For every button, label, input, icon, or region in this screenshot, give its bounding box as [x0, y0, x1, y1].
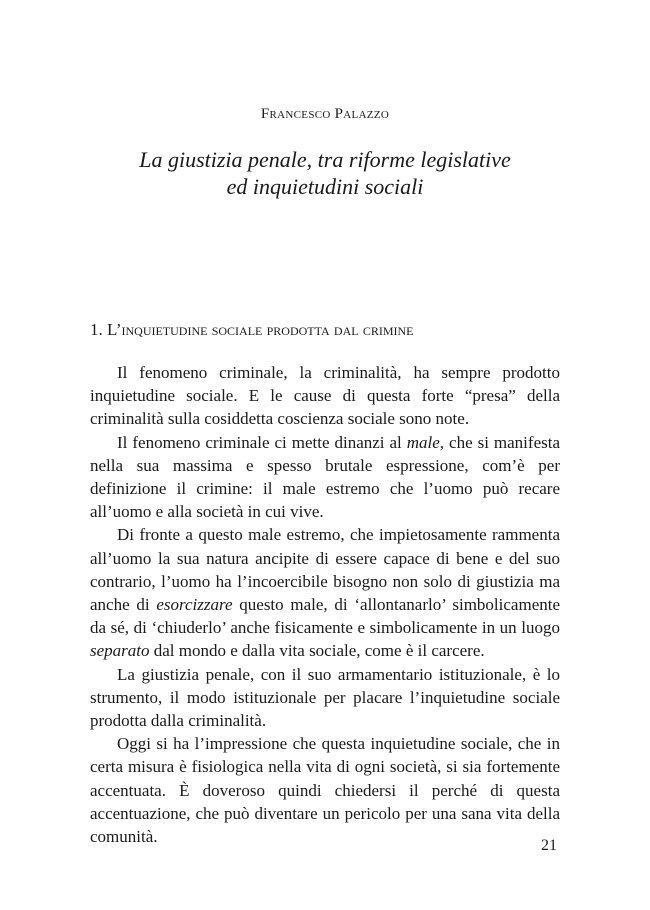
paragraph: La giustizia penale, con il suo armamentario istituzionale, è lo strumento, il modo istituzionale per placare l’inquietudine sociale prodotta dalla criminalità.: [90, 664, 560, 731]
paragraph: Il fenomeno criminale ci mette dinanzi al male, che si manifesta nella sua massima e spesso brutale espressione, com’è per definizione il crimine: il male estremo che l’uomo può recare all’uomo e alla società in cui vive.: [90, 432, 560, 522]
chapter-title: [0, 146, 650, 200]
chapter-title-line-1: La giustizia penale, tra riforme legislative: [139, 147, 511, 172]
body-text: [90, 361, 560, 848]
chapter-title-line-2: ed inquietudini sociali: [226, 174, 424, 199]
paragraph: Di fronte a questo male estremo, che impietosamente rammenta all’uomo la sua natura ancipite di essere capace di bene e del suo contrario, l’uomo ha l’incoercibile bisogno non solo di giustizia ma anche di esorcizzare questo male, di ‘allontanarlo’ simbolicamente da sé, di ‘chiuderlo’ anche fisicamente e simbolicamente in un luogo separato dal mondo e dalla vita sociale, come è il carcere.: [90, 525, 561, 661]
page-number: 21: [541, 837, 557, 854]
paragraph: Il fenomeno criminale, la criminalità, ha sempre prodotto inquietudine sociale. E le cause di questa forte “presa” della criminalità sulla cosiddetta coscienza sociale sono note.: [90, 363, 560, 429]
chapter-author: Francesco Palazzo: [260, 106, 390, 122]
section-heading: 1. L’inquietudine sociale prodotta dal crimine: [90, 320, 414, 339]
paragraph: Oggi si ha l’impressione che questa inquietudine sociale, che in certa misura è fisiologica nella vita di ogni società, si sia fortemente accentuata. È doveroso quindi chiedersi il perché di questa accentuazione, che può diventare un pericolo per una sana vita della comunità.: [90, 734, 560, 847]
